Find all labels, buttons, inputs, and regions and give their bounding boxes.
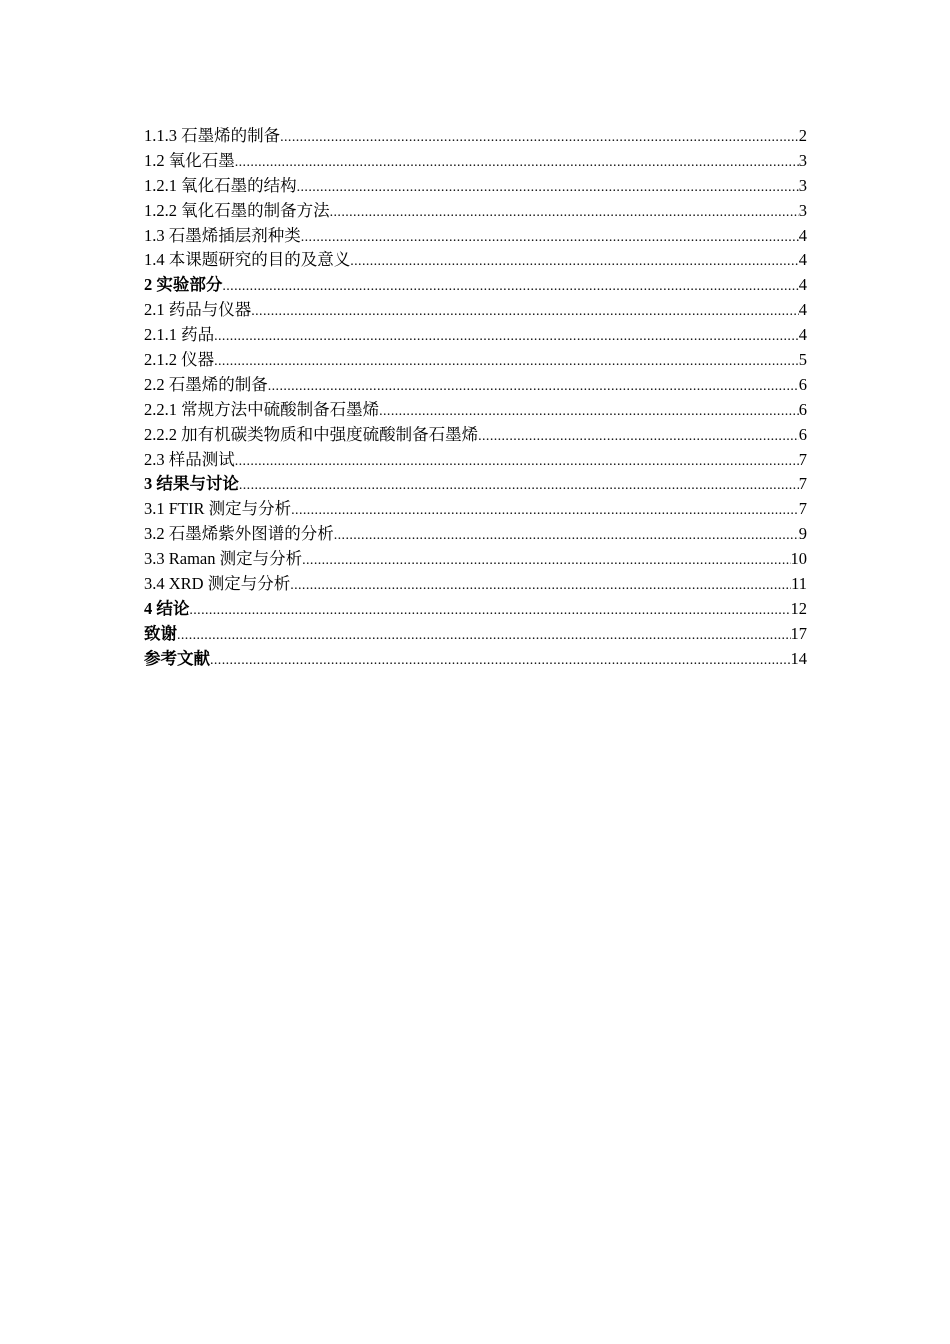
toc-entry[interactable] — [144, 522, 807, 547]
toc-entry[interactable] — [144, 398, 807, 423]
toc-entry-title: 2.2.2 加有机碳类物质和中强度硫酸制备石墨烯 — [144, 424, 479, 444]
toc-entry-page: 6 — [798, 424, 807, 444]
toc-entry[interactable] — [144, 124, 807, 149]
toc-dot-leader — [235, 450, 799, 475]
toc-dot-leader — [177, 624, 791, 649]
toc-entry[interactable] — [144, 572, 807, 597]
toc-entry-title: 2 实验部分 — [144, 275, 223, 295]
toc-entry[interactable] — [144, 597, 807, 622]
toc-dot-leader — [251, 300, 799, 325]
toc-entry[interactable] — [144, 423, 807, 448]
toc-entry-page: 6 — [798, 374, 807, 394]
toc-entry[interactable] — [144, 149, 807, 174]
toc-dot-leader — [297, 176, 799, 201]
table-of-contents — [144, 124, 807, 672]
toc-entry-page: 3 — [798, 150, 807, 170]
toc-entry-page: 10 — [790, 549, 807, 569]
toc-entry[interactable] — [144, 647, 807, 672]
toc-entry-page: 14 — [790, 648, 807, 668]
toc-entry-title: 2.2.1 常规方法中硫酸制备石墨烯 — [144, 399, 380, 419]
toc-entry[interactable] — [144, 273, 807, 298]
toc-dot-leader — [290, 574, 791, 599]
toc-entry-page: 2 — [798, 126, 807, 145]
toc-entry-page: 4 — [798, 250, 807, 270]
toc-dot-leader — [301, 226, 799, 251]
toc-entry-page: 17 — [790, 623, 807, 643]
toc-entry-page: 3 — [798, 200, 807, 220]
toc-entry[interactable] — [144, 373, 807, 398]
toc-entry-title: 1.2.1 氧化石墨的结构 — [144, 175, 297, 195]
toc-entry[interactable] — [144, 547, 807, 572]
toc-entry-page: 3 — [798, 175, 807, 195]
toc-entry-page: 12 — [790, 598, 807, 618]
toc-dot-leader — [478, 425, 799, 450]
toc-dot-leader — [214, 350, 799, 375]
toc-entry-title: 2.1.2 仪器 — [144, 350, 215, 370]
toc-entry[interactable] — [144, 174, 807, 199]
toc-entry[interactable] — [144, 448, 807, 473]
toc-dot-leader — [379, 400, 799, 425]
toc-entry-page: 9 — [798, 524, 807, 544]
toc-dot-leader — [280, 126, 799, 151]
toc-entry-title: 1.2.2 氧化石墨的制备方法 — [144, 200, 330, 220]
toc-entry-title: 1.2 氧化石墨 — [144, 150, 235, 170]
toc-entry-page: 4 — [798, 300, 807, 320]
toc-entry-title: 2.3 样品测试 — [144, 449, 235, 469]
toc-entry-title: 3.3 Raman 测定与分析 — [144, 549, 303, 569]
toc-dot-leader — [291, 499, 799, 524]
toc-entry-title: 致谢 — [144, 623, 177, 643]
toc-dot-leader — [189, 599, 790, 624]
toc-entry-title: 3.4 XRD 测定与分析 — [144, 574, 291, 594]
toc-entry[interactable] — [144, 298, 807, 323]
toc-entry-title: 4 结论 — [144, 598, 190, 618]
toc-dot-leader — [210, 649, 791, 674]
toc-entry-title: 1.1.3 石墨烯的制备 — [144, 126, 281, 145]
toc-entry-title: 2.1.1 药品 — [144, 325, 215, 345]
toc-dot-leader — [239, 474, 799, 499]
toc-dot-leader — [302, 549, 790, 574]
toc-entry[interactable] — [144, 224, 807, 249]
toc-entry-page: 6 — [798, 399, 807, 419]
toc-entry-title: 参考文献 — [144, 648, 210, 668]
toc-entry-page: 4 — [798, 225, 807, 245]
toc-entry[interactable] — [144, 323, 807, 348]
toc-dot-leader — [235, 151, 799, 176]
toc-dot-leader — [350, 250, 799, 275]
toc-entry[interactable] — [144, 622, 807, 647]
toc-entry[interactable] — [144, 348, 807, 373]
toc-entry-page: 5 — [798, 350, 807, 370]
toc-dot-leader — [330, 201, 799, 226]
toc-entry-page: 7 — [798, 474, 807, 494]
toc-entry-page: 4 — [798, 325, 807, 345]
toc-entry[interactable] — [144, 199, 807, 224]
toc-entry[interactable] — [144, 472, 807, 497]
toc-entry-title: 1.3 石墨烯插层剂种类 — [144, 225, 301, 245]
toc-entry-page: 7 — [798, 449, 807, 469]
toc-dot-leader — [334, 524, 799, 549]
toc-entry-title: 3 结果与讨论 — [144, 474, 239, 494]
toc-entry-title: 3.1 FTIR 测定与分析 — [144, 499, 292, 519]
toc-entry[interactable] — [144, 497, 807, 522]
toc-entry[interactable] — [144, 248, 807, 273]
toc-entry-title: 2.1 药品与仪器 — [144, 300, 252, 320]
toc-entry-title: 2.2 石墨烯的制备 — [144, 374, 268, 394]
toc-dot-leader — [214, 325, 799, 350]
toc-entry-page: 4 — [798, 275, 807, 295]
toc-entry-title: 3.2 石墨烯紫外图谱的分析 — [144, 524, 334, 544]
toc-entry-title: 1.4 本课题研究的目的及意义 — [144, 250, 351, 270]
toc-dot-leader — [268, 375, 799, 400]
toc-entry-page: 11 — [791, 574, 807, 594]
toc-dot-leader — [222, 275, 798, 300]
toc-entry-page: 7 — [798, 499, 807, 519]
